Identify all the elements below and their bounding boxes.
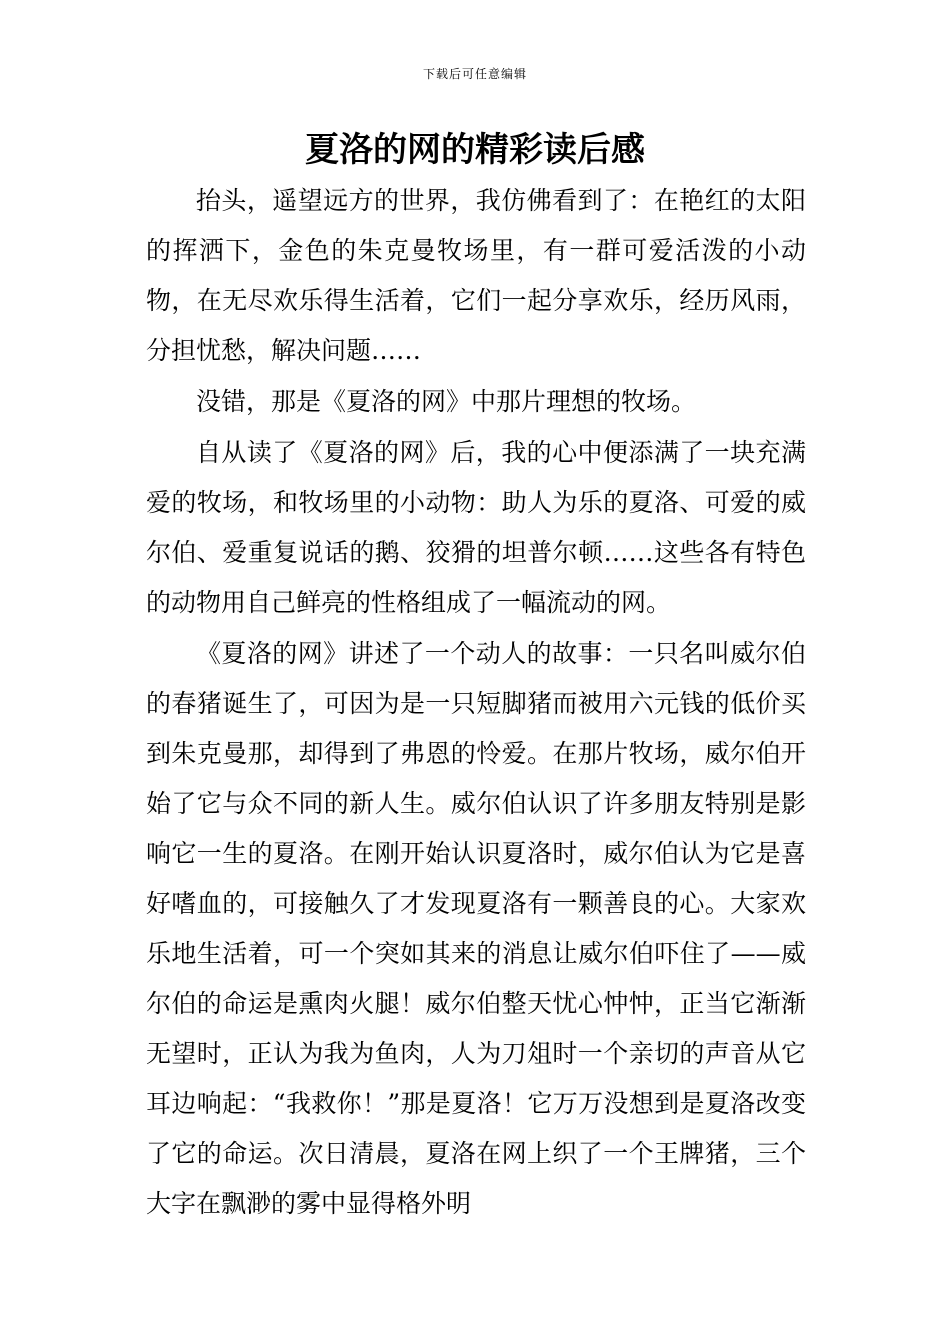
header-note: 下载后可任意编辑 [422, 67, 527, 81]
document-title: 夏洛的网的精彩读后感 [305, 130, 645, 170]
paragraph-4: 《夏洛的网》讲述了一个动人的故事：一只名叫威尔伯的春猪诞生了，可因为是一只短脚猪而被用六元钱的低价买到朱克曼那，却得到了弗恩的怜爱。在那片牧场，威尔伯开始了它与众不同的新人生。威尔伯认识了许多朋友特别是影响它一生的夏洛。在刚开始认识夏洛时，威尔伯认为它是喜好嗜血的，可接触久了才发现夏洛有一颗善良的心。大家欢乐地生活着，可一个突如其来的消息让威尔伯吓住了——威尔伯的命运是熏肉火腿！威尔伯整天忧心忡忡，正当它渐渐无望时，正认为我为鱼肉，人为刀俎时一个亲切的声音从它耳边响起：“我救你！”那是夏洛！它万万没想到是夏洛改变了它的命运。次日清晨，夏洛在网上织了一个王牌猪，三个大字在飘渺的雾中显得格外明 [146, 639, 806, 1218]
document-body [146, 176, 806, 1229]
paragraph-3: 自从读了《夏洛的网》后，我的心中便添满了一块充满爱的牧场，和牧场里的小动物：助人为乐的夏洛、可爱的威尔伯、爱重复说话的鹅、狡猾的坦普尔顿……这些各有特色的动物用自己鲜亮的性格组成了一幅流动的网。 [146, 438, 806, 617]
paragraph-1: 抬头，遥望远方的世界，我仿佛看到了：在艳红的太阳的挥洒下，金色的朱克曼牧场里，有一群可爱活泼的小动物，在无尽欢乐得生活着，它们一起分享欢乐，经历风雨，分担忧愁，解决问题…… [146, 186, 806, 365]
paragraph-2: 没错，那是《夏洛的网》中那片理想的牧场。 [196, 387, 697, 416]
